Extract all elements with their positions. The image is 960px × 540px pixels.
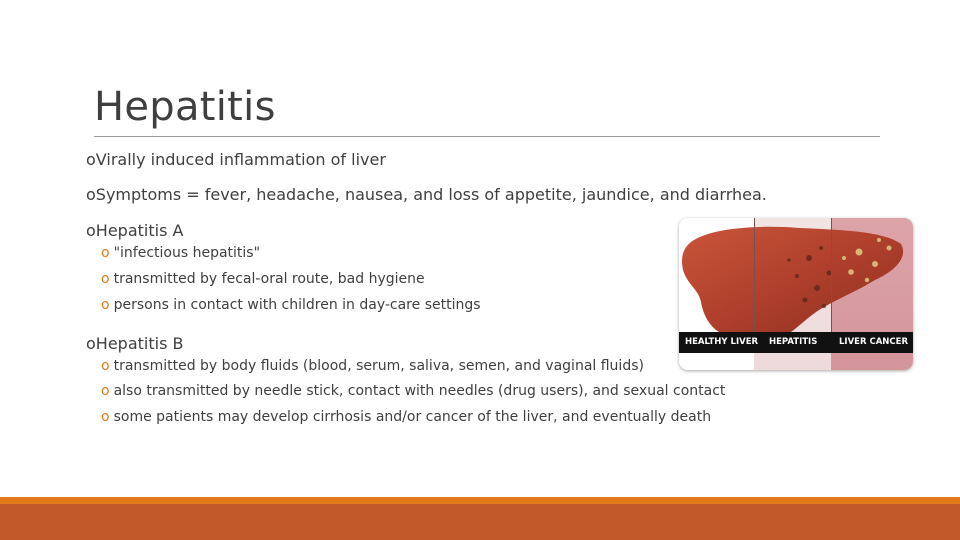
sub-bullet-marker: o	[101, 358, 110, 374]
sub-bullet-text: also transmitted by needle stick, contact with needles (drug users), and sexual contact	[113, 383, 726, 399]
bullet-symptoms	[86, 185, 767, 204]
sub-bullet-item	[101, 271, 425, 287]
sub-bullet-text: persons in contact with children in day-care settings	[113, 297, 481, 313]
sub-bullet-marker: o	[101, 297, 110, 313]
bullet-hepatitis-a	[86, 221, 183, 240]
label-hepatitis: HEPATITIS	[769, 337, 818, 347]
liver-illustration	[679, 218, 913, 332]
bullet-marker: o	[86, 150, 96, 169]
footer-accent-stripe	[0, 497, 960, 504]
footer-band	[0, 504, 960, 540]
bullet-hepatitis-b	[86, 334, 183, 353]
label-healthy-liver: HEALTHY LIVER	[685, 337, 759, 347]
bullet-marker: o	[86, 334, 96, 353]
sub-bullet-item	[101, 358, 644, 374]
label-liver-cancer: LIVER CANCER	[839, 337, 908, 347]
bullet-text: Hepatitis A	[95, 221, 184, 240]
sub-bullet-marker: o	[101, 409, 110, 425]
title-divider	[94, 136, 880, 137]
sub-bullet-marker: o	[101, 245, 110, 261]
sub-bullet-item	[101, 409, 711, 425]
liver-shape	[682, 227, 903, 332]
liver-comparison-figure	[679, 218, 913, 370]
panel-divider	[831, 218, 832, 332]
sub-bullet-marker: o	[101, 383, 110, 399]
sub-bullet-item	[101, 383, 725, 399]
sub-bullet-item	[101, 245, 260, 261]
sub-bullet-item	[101, 297, 481, 313]
bullet-text: Hepatitis B	[95, 334, 184, 353]
slide-title: Hepatitis	[94, 84, 276, 130]
sub-bullet-text: transmitted by fecal-oral route, bad hygiene	[113, 271, 425, 287]
bullet-marker: o	[86, 221, 96, 240]
bullet-virally	[86, 150, 386, 169]
sub-bullet-text: transmitted by body fluids (blood, serum, saliva, semen, and vaginal fluids)	[113, 358, 644, 374]
panel-divider	[754, 218, 755, 332]
sub-bullet-marker: o	[101, 271, 110, 287]
bullet-text: Symptoms = fever, headache, nausea, and loss of appetite, jaundice, and diarrhea.	[95, 185, 767, 204]
bullet-text: Virally induced inflammation of liver	[95, 150, 386, 169]
sub-bullet-text: "infectious hepatitis"	[113, 245, 261, 261]
sub-bullet-text: some patients may develop cirrhosis and/or cancer of the liver, and eventually death	[113, 409, 712, 425]
bullet-marker: o	[86, 185, 96, 204]
